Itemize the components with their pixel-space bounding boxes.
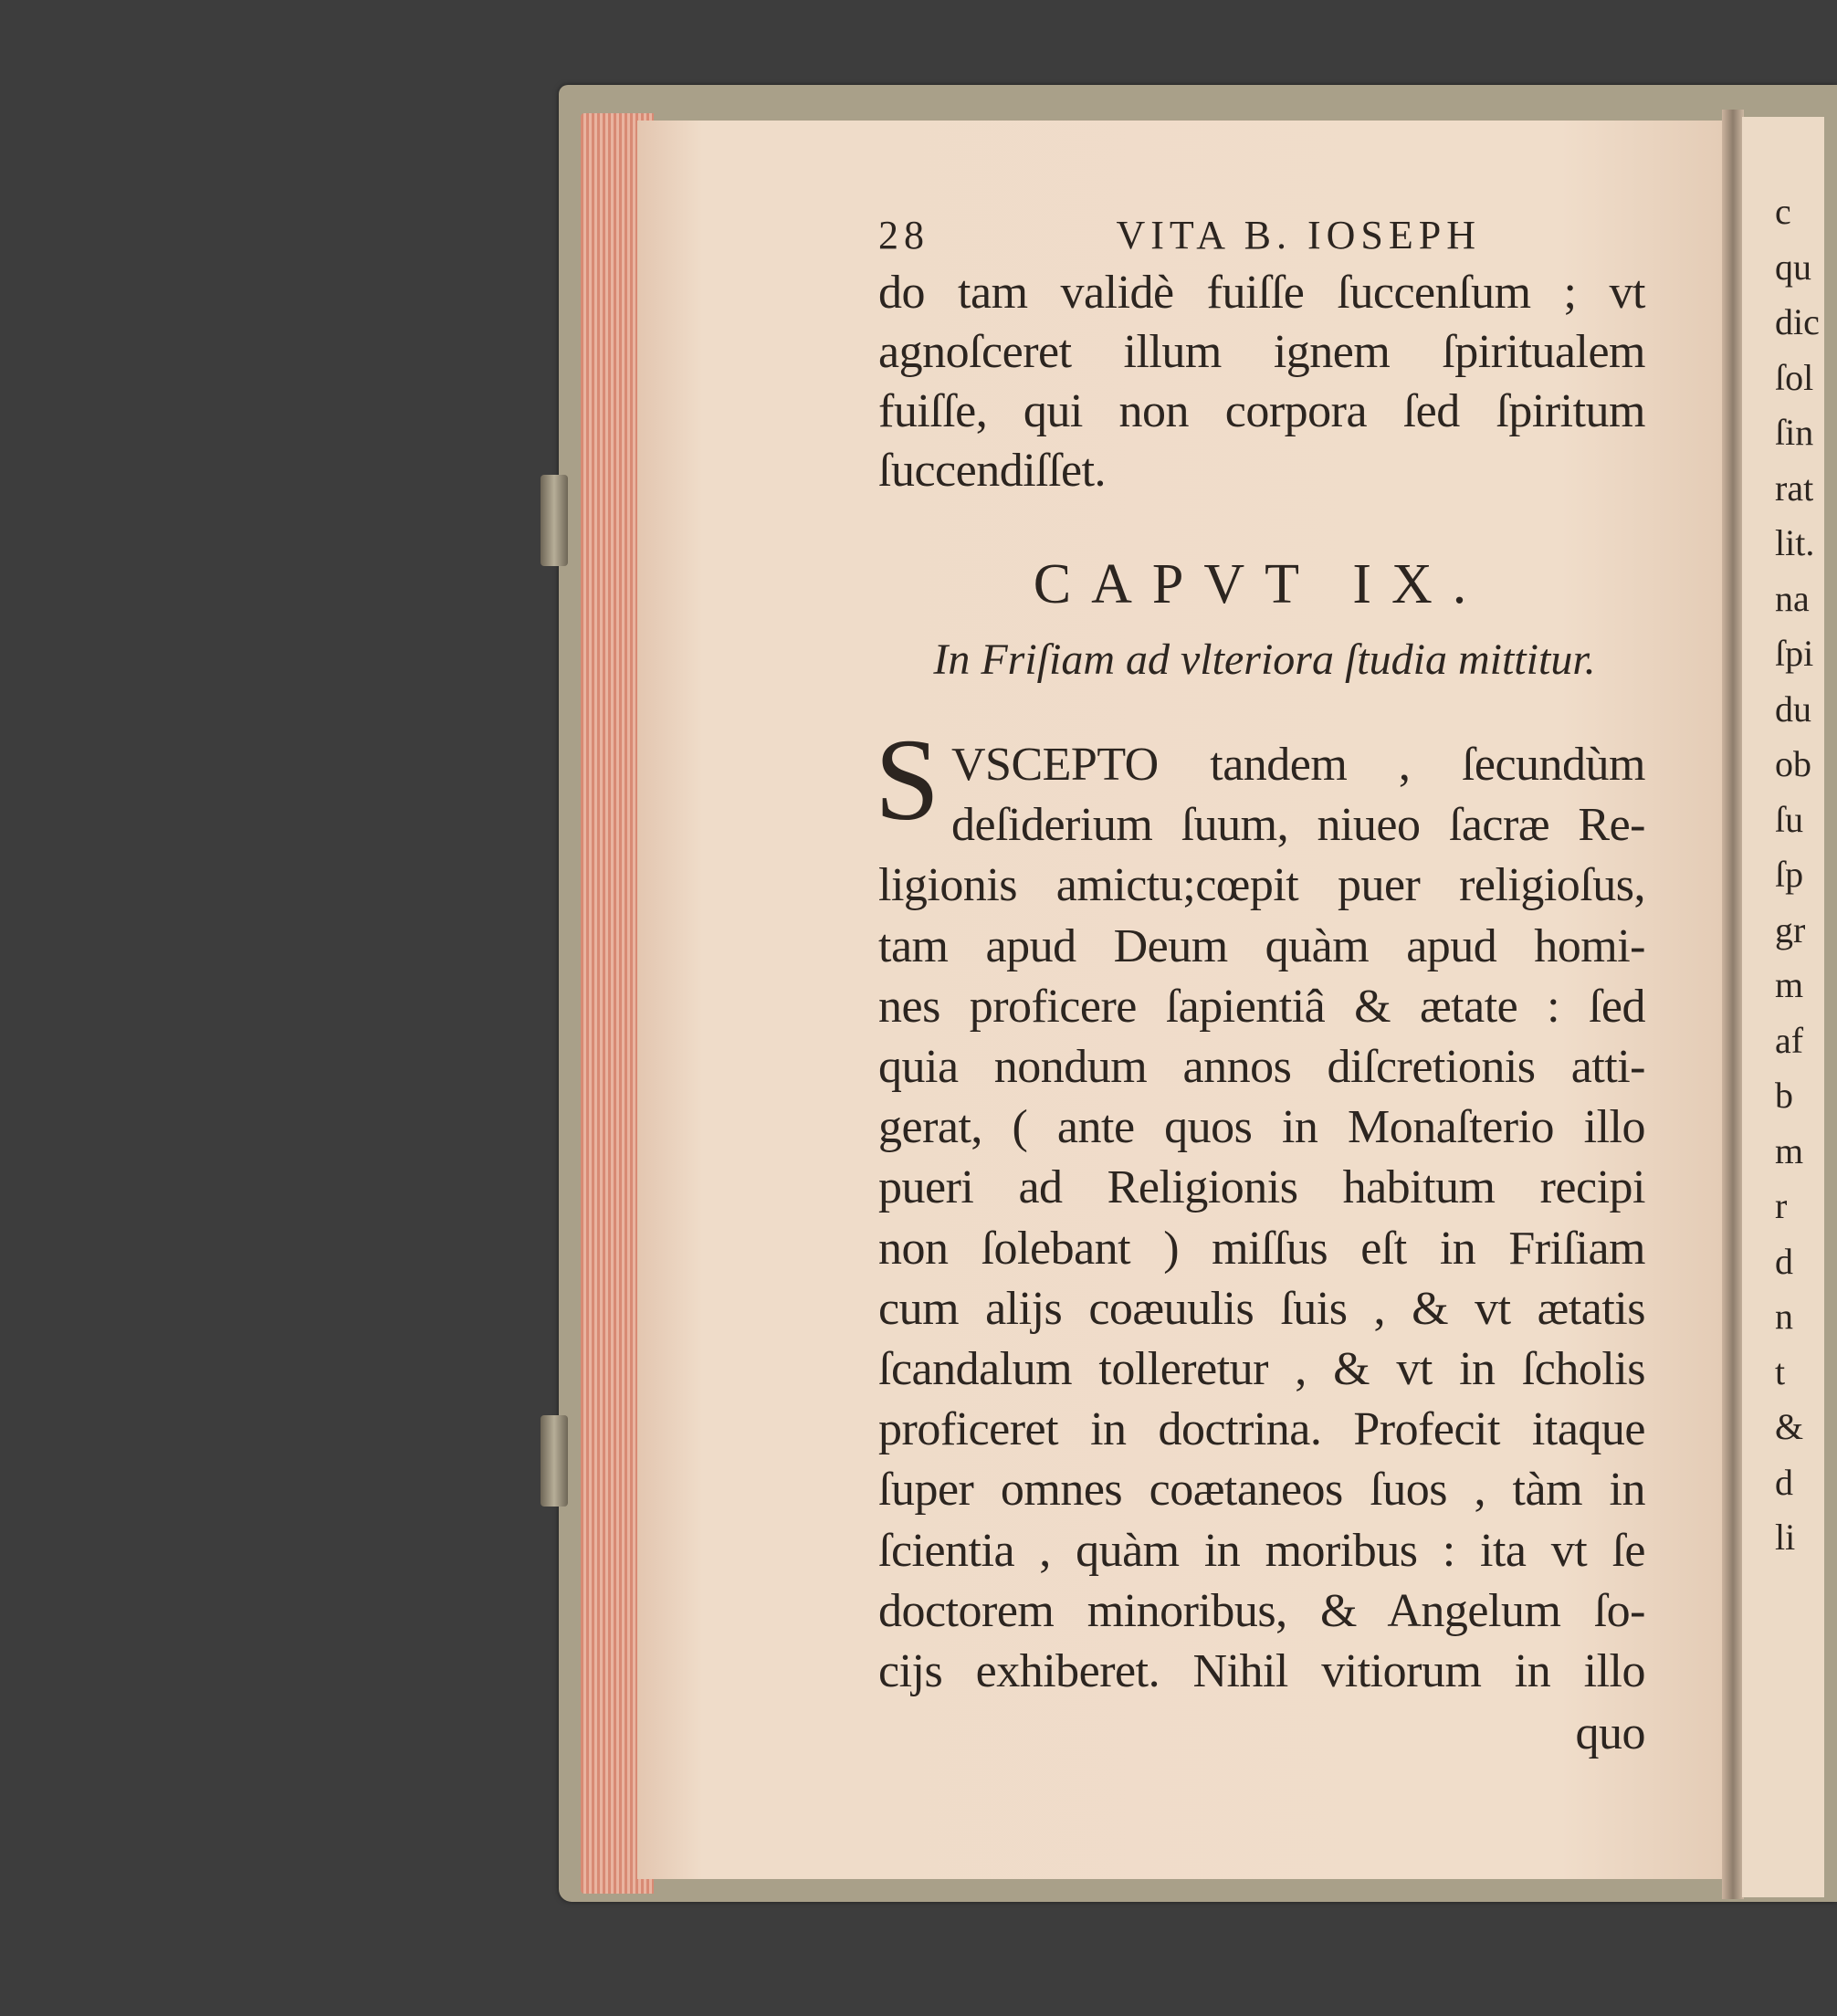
clasp-bottom bbox=[541, 1415, 568, 1507]
text-line: ſcientia , quàm in moribus : ita vt ſe bbox=[878, 1524, 1645, 1577]
facing-line-fragment: na bbox=[1775, 577, 1810, 619]
text-line: do tam validè fuiſſe ſuccenſum ; vt bbox=[878, 267, 1645, 319]
text-line: non ſolebant ) miſſus eſt in Friſiam bbox=[878, 1222, 1645, 1275]
facing-line-fragment: t bbox=[1775, 1350, 1786, 1392]
facing-line-fragment: b bbox=[1775, 1075, 1793, 1116]
text-line: VSCEPTO tandem , ſecundùm bbox=[951, 739, 1645, 791]
text-line: nes proficere ſapientiâ & ætate : ſed bbox=[878, 980, 1645, 1033]
text-line: deſiderium ſuum, niueo ſacræ Re- bbox=[951, 799, 1645, 852]
facing-line-fragment: ob bbox=[1775, 743, 1811, 784]
text-line: cum alijs coæuulis ſuis , & vt ætatis bbox=[878, 1282, 1645, 1335]
clasp-top bbox=[541, 475, 568, 566]
catchword: quo bbox=[1575, 1707, 1645, 1759]
text-line: gerat, ( ante quos in Monaſterio illo bbox=[878, 1101, 1645, 1154]
text-line: ligionis amictu;cœpit puer religioſus, bbox=[878, 859, 1645, 912]
text-line: pueri ad Religionis habitum recipi bbox=[878, 1161, 1645, 1214]
drop-cap: S bbox=[875, 715, 940, 845]
facing-line-fragment: ſp bbox=[1775, 854, 1804, 895]
facing-line-fragment: c bbox=[1775, 191, 1791, 232]
chapter-subtitle: In Friſiam ad vlteriora ſtudia mittitur. bbox=[933, 635, 1596, 684]
facing-line-fragment: ſpi bbox=[1775, 633, 1814, 674]
facing-line-fragment: d bbox=[1775, 1240, 1793, 1282]
facing-line-fragment: m bbox=[1775, 1129, 1804, 1171]
page-header bbox=[878, 212, 1481, 267]
facing-line-fragment: r bbox=[1775, 1185, 1788, 1226]
facing-line-fragment: qu bbox=[1775, 246, 1811, 288]
text-line: quia nondum annos diſcretionis atti- bbox=[878, 1041, 1645, 1093]
gutter bbox=[1722, 110, 1744, 1899]
facing-line-fragment: ſu bbox=[1775, 798, 1804, 840]
text-line: doctorem minoribus, & Angelum ſo- bbox=[878, 1584, 1645, 1637]
facing-line-fragment: dic bbox=[1775, 301, 1820, 342]
text-line: tam apud Deum quàm apud homi- bbox=[878, 919, 1645, 972]
running-title: VITA B. IOSEPH bbox=[1116, 213, 1481, 257]
chapter-title: CAPVT IX. bbox=[1033, 553, 1487, 615]
text-line: cijs exhiberet. Nihil vitiorum in illo bbox=[878, 1645, 1645, 1697]
text-line: ſcandalum tolleretur , & vt in ſcholis bbox=[878, 1343, 1645, 1395]
facing-line-fragment: n bbox=[1775, 1296, 1793, 1337]
text-line: ſuccendiſſet. bbox=[878, 445, 1107, 497]
text-line: agnoſceret illum ignem ſpiritualem bbox=[878, 326, 1645, 378]
facing-line-fragment: d bbox=[1775, 1461, 1793, 1503]
text-line: ſuper omnes coætaneos ſuos , tàm in bbox=[878, 1464, 1645, 1517]
facing-line-fragment: rat bbox=[1775, 467, 1814, 509]
facing-line-fragment: ſol bbox=[1775, 356, 1814, 398]
facing-line-fragment: lit. bbox=[1775, 522, 1815, 563]
text-line: proficeret in doctrina. Profecit itaque bbox=[878, 1403, 1645, 1456]
facing-line-fragment: ſin bbox=[1775, 412, 1814, 453]
facing-line-fragment: m bbox=[1775, 964, 1804, 1005]
facing-line-fragment: gr bbox=[1775, 908, 1806, 950]
facing-line-fragment: af bbox=[1775, 1019, 1804, 1061]
facing-line-fragment: & bbox=[1775, 1406, 1804, 1447]
facing-line-fragment: du bbox=[1775, 688, 1811, 730]
text-line: fuiſſe, qui non corpora ſed ſpiritum bbox=[878, 385, 1645, 437]
facing-line-fragment: li bbox=[1775, 1517, 1796, 1558]
page-number: 28 bbox=[878, 213, 929, 257]
